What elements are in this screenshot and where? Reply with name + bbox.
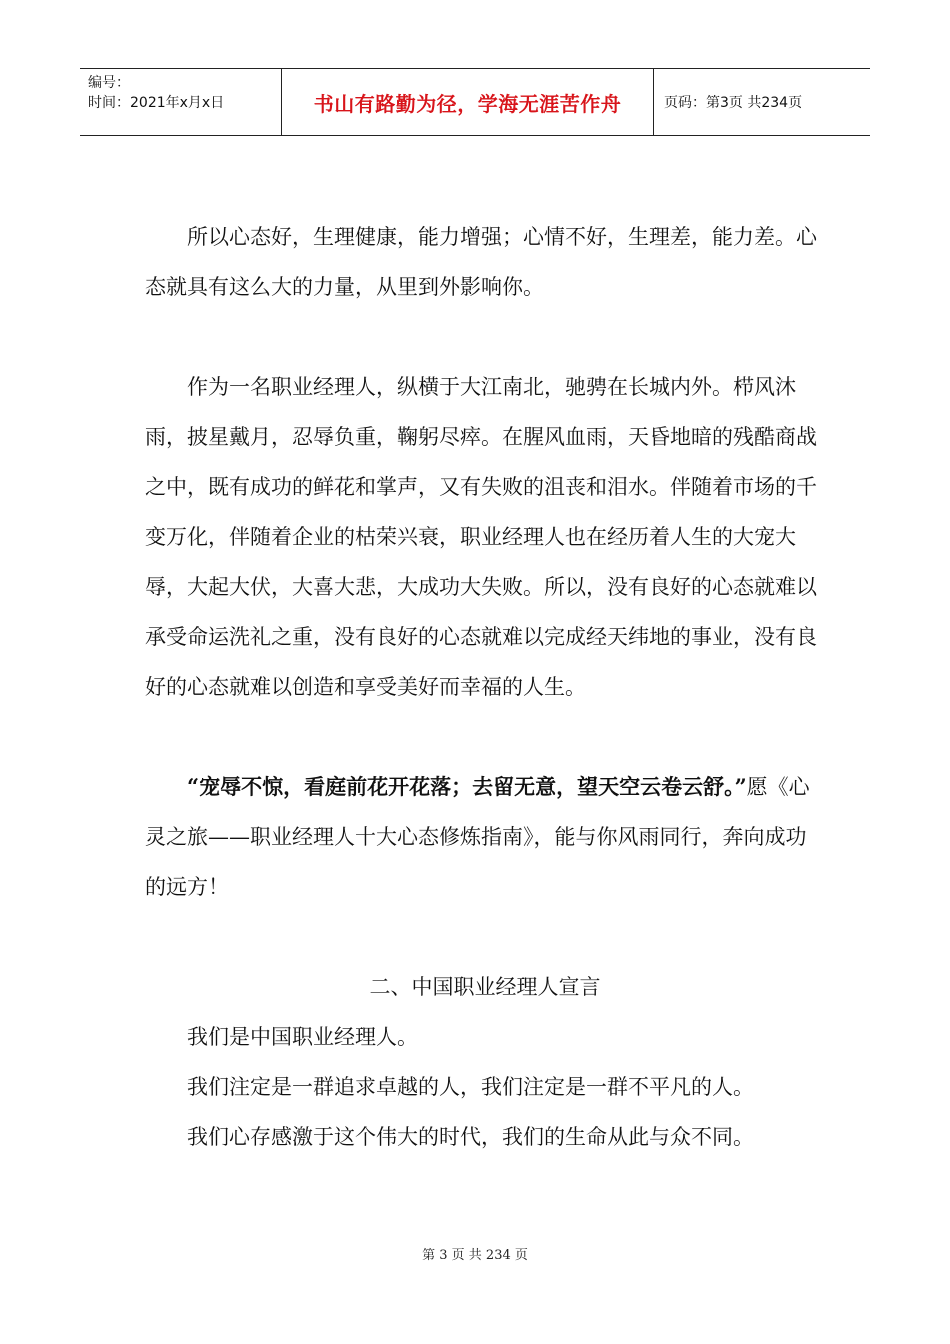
page-info-text: 页码：第3页 共234页 bbox=[664, 95, 803, 111]
paragraph-5: 我们注定是一群追求卓越的人，我们注定是一群不平凡的人。 bbox=[187, 1075, 754, 1099]
header-meta bbox=[80, 69, 282, 135]
page-header bbox=[80, 68, 870, 136]
paragraph-3 bbox=[145, 762, 825, 912]
paragraph-6: 我们心存感激于这个伟大的时代，我们的生命从此与众不同。 bbox=[187, 1125, 754, 1149]
paragraph-2: 作为一名职业经理人，纵横于大江南北，驰骋在长城内外。栉风沐雨，披星戴月，忍辱负重，鞠躬尽瘁。在腥风血雨，天昏地暗的残酷商战之中，既有成功的鲜花和掌声，又有失败的沮丧和泪水。伴随着市场的千变万化，伴随着企业的枯荣兴衰，职业经理人也在经历着人生的大宠大辱，大起大伏，大喜大悲，大成功大失败。所以，没有良好的心态就难以承受命运洗礼之重，没有良好的心态就难以完成经天纬地的事业，没有良好的心态就难以创造和享受美好而幸福的人生。 bbox=[145, 375, 817, 699]
footer-page-number: 第 3 页 共 234 页 bbox=[422, 1248, 528, 1263]
paragraph-1: 所以心态好，生理健康，能力增强；心情不好，生理差，能力差。心态就具有这么大的力量，从里到外影响你。 bbox=[145, 225, 817, 299]
header-motto bbox=[282, 69, 654, 135]
page-footer bbox=[0, 1244, 950, 1263]
paragraph-4: 我们是中国职业经理人。 bbox=[187, 1025, 418, 1049]
time-label: 时间：2021年x月x日 bbox=[88, 95, 225, 111]
serial-label: 编号： bbox=[88, 75, 130, 91]
header-page-info bbox=[654, 69, 870, 135]
paragraph-gap bbox=[145, 712, 825, 762]
paragraph-gap bbox=[145, 312, 825, 362]
motto-text: 书山有路勤为径，学海无涯苦作舟 bbox=[313, 91, 622, 116]
paragraph-3-rest: 愿《心灵之旅——职业经理人十大心态修炼指南》，能与你风雨同行，奔向成功的远方！ bbox=[145, 775, 810, 899]
quote-text: “宠辱不惊，看庭前花开花落；去留无意，望天空云卷云舒。” bbox=[187, 774, 747, 799]
section-title: 二、中国职业经理人宣言 bbox=[369, 975, 601, 999]
document-body bbox=[145, 212, 825, 1162]
paragraph-gap bbox=[145, 912, 825, 962]
